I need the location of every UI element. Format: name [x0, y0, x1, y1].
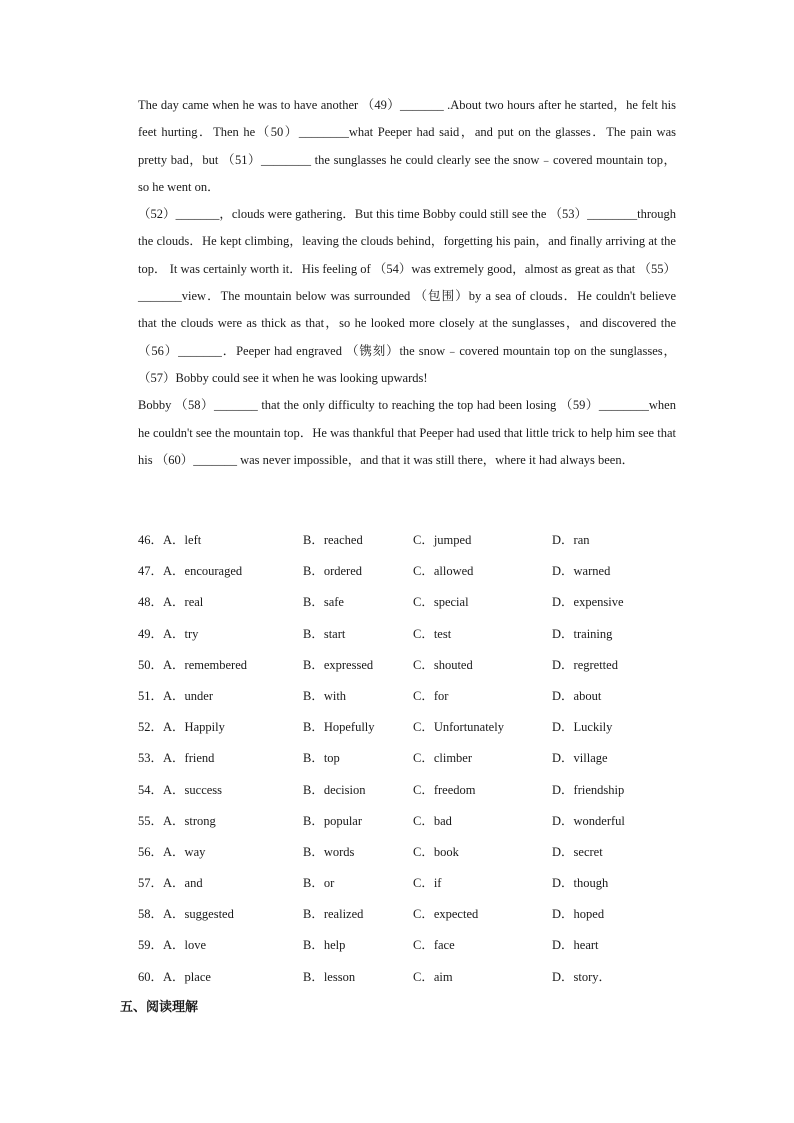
- option-d: D．secret: [552, 844, 603, 859]
- option-c: C．bad: [413, 813, 452, 828]
- question-number: 57．: [138, 876, 164, 891]
- option-b: B．words: [303, 844, 355, 859]
- option-row: [138, 902, 698, 933]
- option-d: D．friendship: [552, 782, 625, 797]
- option-b: B．start: [303, 626, 346, 641]
- option-a: 56．A．way: [138, 844, 206, 859]
- option-c: C．allowed: [413, 564, 474, 579]
- option-b: B．decision: [303, 782, 366, 797]
- question-number: 54．: [138, 782, 164, 797]
- option-row: [138, 622, 698, 653]
- option-a: 53．A．friend: [138, 751, 215, 766]
- question-number: 52．: [138, 720, 164, 735]
- option-a: 52．A．Happily: [138, 720, 225, 735]
- question-number: 59．: [138, 938, 164, 953]
- option-row: [138, 653, 698, 684]
- option-c: C．special: [413, 595, 469, 610]
- option-row: [138, 778, 698, 809]
- option-d: D．hoped: [552, 907, 605, 922]
- question-number: 60．: [138, 969, 164, 984]
- question-number: 53．: [138, 751, 164, 766]
- option-row: [138, 590, 698, 621]
- option-b: B．with: [303, 688, 347, 703]
- option-d: D．about: [552, 688, 602, 703]
- option-row: [138, 871, 698, 902]
- question-number: 47．: [138, 564, 164, 579]
- option-b: B．Hopefully: [303, 720, 375, 735]
- question-number: 49．: [138, 626, 164, 641]
- option-row: [138, 840, 698, 871]
- option-d: D．heart: [552, 938, 599, 953]
- option-d: D．village: [552, 751, 608, 766]
- option-b: B．or: [303, 876, 335, 891]
- option-a: 57．A．and: [138, 876, 203, 891]
- question-number: 51．: [138, 688, 164, 703]
- question-number: 48．: [138, 595, 164, 610]
- option-d: D．Luckily: [552, 720, 613, 735]
- option-a: 50．A．remembered: [138, 657, 248, 672]
- option-row: [138, 809, 698, 840]
- option-b: B．reached: [303, 533, 363, 547]
- option-c: C．book: [413, 844, 459, 859]
- option-a: 51．A．under: [138, 688, 214, 703]
- option-b: B．ordered: [303, 564, 363, 579]
- question-number: 46．: [138, 533, 164, 547]
- option-c: C．climber: [413, 751, 473, 766]
- question-number: 55．: [138, 813, 164, 828]
- option-row: [138, 965, 698, 996]
- option-d: D．expensive: [552, 595, 624, 610]
- option-row: [138, 559, 698, 590]
- option-a: 55．A．strong: [138, 813, 216, 828]
- option-d: D．story．: [552, 969, 612, 984]
- option-c: C．jumped: [413, 533, 472, 547]
- option-d: D．warned: [552, 564, 611, 579]
- option-b: B．lesson: [303, 969, 356, 984]
- option-d: D．regretted: [552, 657, 618, 672]
- option-c: C．if: [413, 876, 442, 891]
- option-c: C．shouted: [413, 657, 473, 672]
- option-a: 48．A．real: [138, 595, 204, 610]
- passage-paragraph: The day came when he was to have another （49）_______ .About two hours after he started，he felt his feet hurting．Then he（50）________what Peeper had said，and put on the glasses．The pain was pretty bad，but （51）________ the sunglasses he could clearly see the snow﹣covered mountain top，so he went on．: [138, 98, 676, 194]
- option-a: 60．A．place: [138, 969, 211, 984]
- passage-paragraph: Bobby （58）_______ that the only difficulty to reaching the top had been losing （59）________when he couldn't see the mountain top．He was thankful that Peeper had used that little trick to help him see that his （60）_______ was never impossible，and that it was still there，where it had always been．: [138, 398, 676, 467]
- answer-options: [138, 528, 698, 996]
- option-a: 47．A．encouraged: [138, 564, 243, 579]
- option-d: D．training: [552, 626, 613, 641]
- option-b: B．expressed: [303, 657, 374, 672]
- option-c: C．for: [413, 688, 449, 703]
- option-row: [138, 715, 698, 746]
- option-c: C．test: [413, 626, 452, 641]
- option-b: B．top: [303, 751, 340, 766]
- option-row: [138, 746, 698, 777]
- option-a: 54．A．success: [138, 782, 223, 797]
- option-d: D．though: [552, 876, 609, 891]
- option-a: 46．A．left: [138, 533, 202, 547]
- option-d: D．ran: [552, 533, 590, 547]
- option-a: 49．A．try: [138, 626, 199, 641]
- option-a: 58．A．suggested: [138, 907, 234, 922]
- question-number: 58．: [138, 907, 164, 922]
- passage-paragraph: （52）_______，clouds were gathering．But this time Bobby could still see the （53）________through the clouds．He kept climbing，leaving the clouds behind，forgetting his pain，and finally arriving at the top． It was certainly worth it．His feeling of （54）was extremely good，almost as great as that （55）_______view．The mountain below was surrounded （包围）by a sea of clouds．He couldn't believe that the clouds were as thick as that，so he looked more closely at the sunglasses，and discovered the （56）_______．Peeper had engraved （镌刻）the snow﹣covered mountain top on the sunglasses，（57）Bobby could see it when he was looking upwards!: [138, 207, 676, 385]
- question-number: 56．: [138, 844, 164, 859]
- option-a: 59．A．love: [138, 938, 207, 953]
- option-c: C．expected: [413, 907, 479, 922]
- option-b: B．realized: [303, 907, 364, 922]
- option-row: [138, 933, 698, 964]
- option-b: B．popular: [303, 813, 363, 828]
- option-c: C．Unfortunately: [413, 720, 504, 735]
- question-number: 50．: [138, 657, 164, 672]
- option-row: [138, 528, 698, 559]
- option-d: D．wonderful: [552, 813, 625, 828]
- option-row: [138, 684, 698, 715]
- section-title: 五、阅读理解: [120, 1000, 199, 1015]
- option-c: C．face: [413, 938, 455, 953]
- option-c: C．aim: [413, 969, 453, 984]
- option-b: B．help: [303, 938, 346, 953]
- option-c: C．freedom: [413, 782, 476, 797]
- cloze-passage: [138, 92, 676, 474]
- option-b: B．safe: [303, 595, 344, 610]
